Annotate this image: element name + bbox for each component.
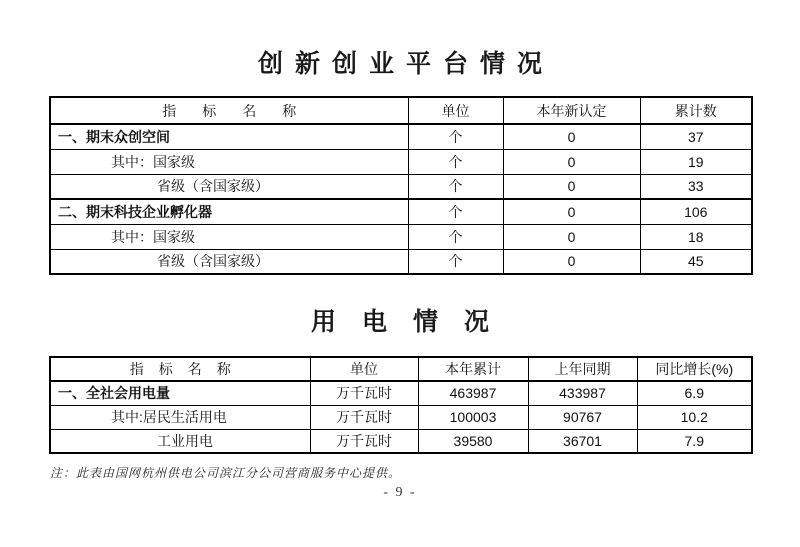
indicator-name-cell: 二、期末科技企业孵化器 [50, 199, 408, 224]
cumulative-cell: 37 [640, 124, 752, 149]
column-header-indicator: 指标名称 [50, 357, 310, 381]
unit-cell: 万千瓦时 [310, 429, 418, 453]
table-row [50, 199, 752, 224]
indicator-name-cell: 省级（含国家级） [50, 174, 408, 199]
indicator-name-cell: 工业用电 [50, 429, 310, 453]
column-header-growth: 同比增长(%) [637, 357, 752, 381]
unit-cell: 个 [408, 249, 503, 274]
new-count-cell: 0 [503, 174, 640, 199]
table-row [50, 149, 752, 174]
indicator-name-cell: 一、期末众创空间 [50, 124, 408, 149]
growth-cell: 10.2 [637, 405, 752, 429]
indicator-name-cell: 省级（含国家级） [50, 249, 408, 274]
indicator-name-cell: 其中：国家级 [50, 149, 408, 174]
indicator-name-cell: 一、全社会用电量 [50, 381, 310, 405]
previous-year-cell: 90767 [528, 405, 637, 429]
table-header-row [50, 357, 752, 381]
table-row [50, 224, 752, 249]
column-header-indicator: 指标名称 [50, 97, 408, 124]
table-row [50, 381, 752, 405]
cumulative-cell: 19 [640, 149, 752, 174]
cumulative-cell: 18 [640, 224, 752, 249]
growth-cell: 7.9 [637, 429, 752, 453]
new-count-cell: 0 [503, 124, 640, 149]
cumulative-cell: 33 [640, 174, 752, 199]
table-source-footnote: 注：此表由国网杭州供电公司滨江分公司营商服务中心提供。 [50, 466, 402, 480]
table-row [50, 405, 752, 429]
unit-cell: 个 [408, 124, 503, 149]
current-year-cell: 100003 [418, 405, 528, 429]
column-header-previous-year: 上年同期 [528, 357, 637, 381]
section-title-innovation-platforms: 创新创业平台情况 [257, 50, 554, 78]
table-row [50, 429, 752, 453]
column-header-current-year: 本年累计 [418, 357, 528, 381]
column-header-unit: 单位 [408, 97, 503, 124]
table-row [50, 174, 752, 199]
table-row [50, 249, 752, 274]
new-count-cell: 0 [503, 149, 640, 174]
electricity-usage-table [49, 356, 753, 454]
table-header-row [50, 97, 752, 124]
unit-cell: 个 [408, 224, 503, 249]
indicator-name-cell: 其中:居民生活用电 [50, 405, 310, 429]
section-title-electricity: 用电情况 [310, 308, 515, 336]
unit-cell: 个 [408, 149, 503, 174]
unit-cell: 万千瓦时 [310, 381, 418, 405]
new-count-cell: 0 [503, 224, 640, 249]
innovation-platform-table [49, 96, 753, 275]
column-header-new-count: 本年新认定 [503, 97, 640, 124]
column-header-unit: 单位 [310, 357, 418, 381]
column-header-cumulative: 累计数 [640, 97, 752, 124]
new-count-cell: 0 [503, 199, 640, 224]
unit-cell: 个 [408, 199, 503, 224]
new-count-cell: 0 [503, 249, 640, 274]
cumulative-cell: 106 [640, 199, 752, 224]
indicator-name-cell: 其中：国家级 [50, 224, 408, 249]
growth-cell: 6.9 [637, 381, 752, 405]
current-year-cell: 39580 [418, 429, 528, 453]
cumulative-cell: 45 [640, 249, 752, 274]
previous-year-cell: 433987 [528, 381, 637, 405]
previous-year-cell: 36701 [528, 429, 637, 453]
page-number: - 9 - [383, 485, 417, 500]
current-year-cell: 463987 [418, 381, 528, 405]
unit-cell: 个 [408, 174, 503, 199]
table-row [50, 124, 752, 149]
unit-cell: 万千瓦时 [310, 405, 418, 429]
